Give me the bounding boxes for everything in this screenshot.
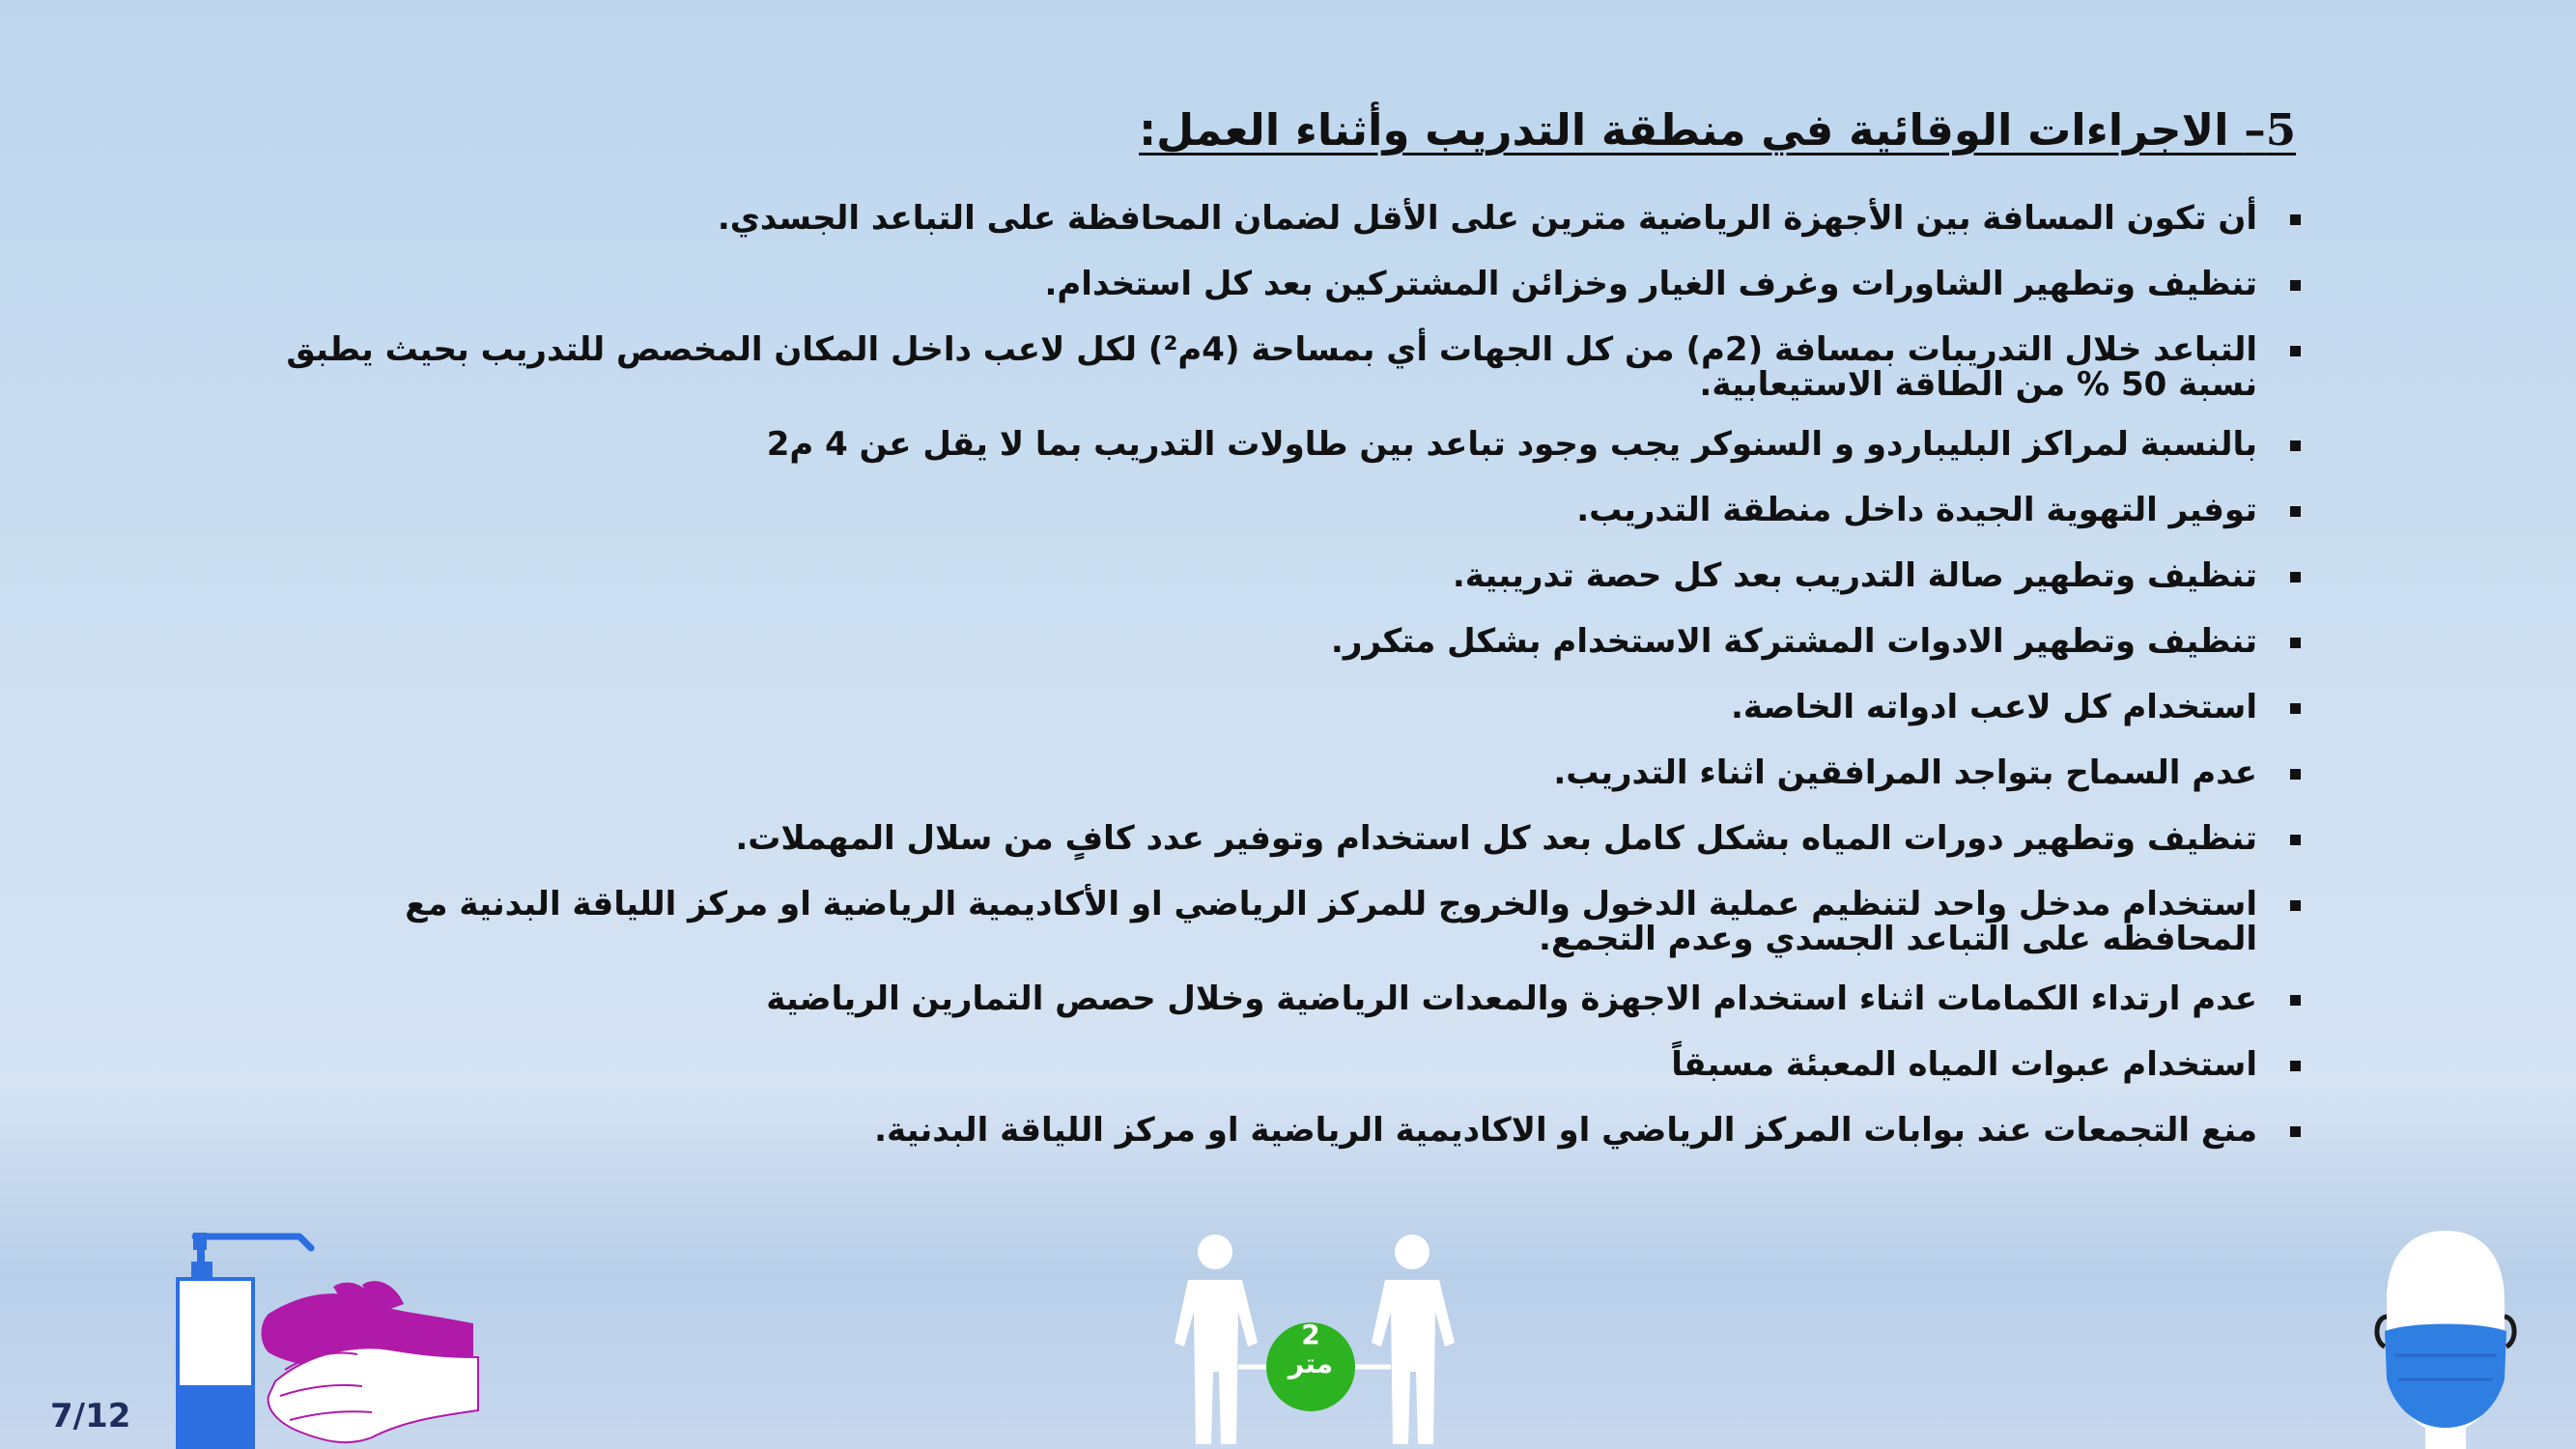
bullet-item: استخدام مدخل واحد لتنظيم عملية الدخول والخروج للمركز الرياضي او الأكاديمية الرياضية او مركز اللياقة البدنية مع المحافظه على التباعد الجسدي وعدم التجمع. bbox=[272, 887, 2301, 956]
bullet-item: بالنسبة لمراكز البليباردو و السنوكر يجب وجود تباعد بين طاولات التدريب بما لا يقل عن 4 م2 bbox=[272, 427, 2301, 462]
bullet-item: التباعد خلال التدريبات بمسافة (2م) من كل الجهات أي بمساحة (4م²) لكل لاعب داخل المكان المخصص للتدريب بحيث يطبق نسبة 50 % من الطاقة الاستيعابية. bbox=[272, 332, 2301, 402]
bullet-item: منع التجمعات عند بوابات المركز الرياضي او الاكاديمية الرياضية او مركز اللياقة البدنية. bbox=[272, 1113, 2301, 1148]
bullet-item: استخدام عبوات المياه المعبئة مسبقاً bbox=[272, 1047, 2301, 1082]
distance-label bbox=[1268, 1321, 1353, 1378]
bullet-item: عدم ارتداء الكمامات اثناء استخدام الاجهزة والمعدات الرياضية وخلال حصص التمارين الرياضية bbox=[272, 981, 2301, 1016]
bullet-item: تنظيف وتطهير دورات المياه بشكل كامل بعد كل استخدام وتوفير عدد كافٍ من سلال المهملات. bbox=[272, 821, 2301, 856]
title-text: الاجراءات الوقائية في منطقة التدريب وأثناء العمل: bbox=[1139, 104, 2229, 156]
bullet-item: تنظيف وتطهير الادوات المشتركة الاستخدام بشكل متكرر. bbox=[272, 624, 2301, 659]
face-mask-icon bbox=[2371, 1225, 2521, 1449]
hand-sanitizer-icon bbox=[155, 1227, 483, 1449]
bullet-item: تنظيف وتطهير الشاورات وغرف الغيار وخزائن المشتركين بعد كل استخدام. bbox=[272, 267, 2301, 301]
page-number: 7/12 bbox=[50, 1397, 131, 1435]
slide-title bbox=[1139, 104, 2296, 156]
bullet-item: استخدام كل لاعب ادواته الخاصة. bbox=[272, 690, 2301, 724]
bullet-item: تنظيف وتطهير صالة التدريب بعد كل حصة تدريبية. bbox=[272, 558, 2301, 593]
bullet-item: أن تكون المسافة بين الأجهزة الرياضية مترين على الأقل لضمان المحافظة على التباعد الجسدي. bbox=[272, 201, 2301, 236]
distance-value: 2 bbox=[1301, 1319, 1320, 1350]
bullet-item: توفير التهوية الجيدة داخل منطقة التدريب. bbox=[272, 493, 2301, 527]
title-number: 5– bbox=[2244, 104, 2296, 156]
distance-unit: متر bbox=[1288, 1348, 1334, 1379]
bullet-item: عدم السماح بتواجد المرافقين اثناء التدريب. bbox=[272, 755, 2301, 790]
bullet-list bbox=[272, 201, 2301, 1179]
